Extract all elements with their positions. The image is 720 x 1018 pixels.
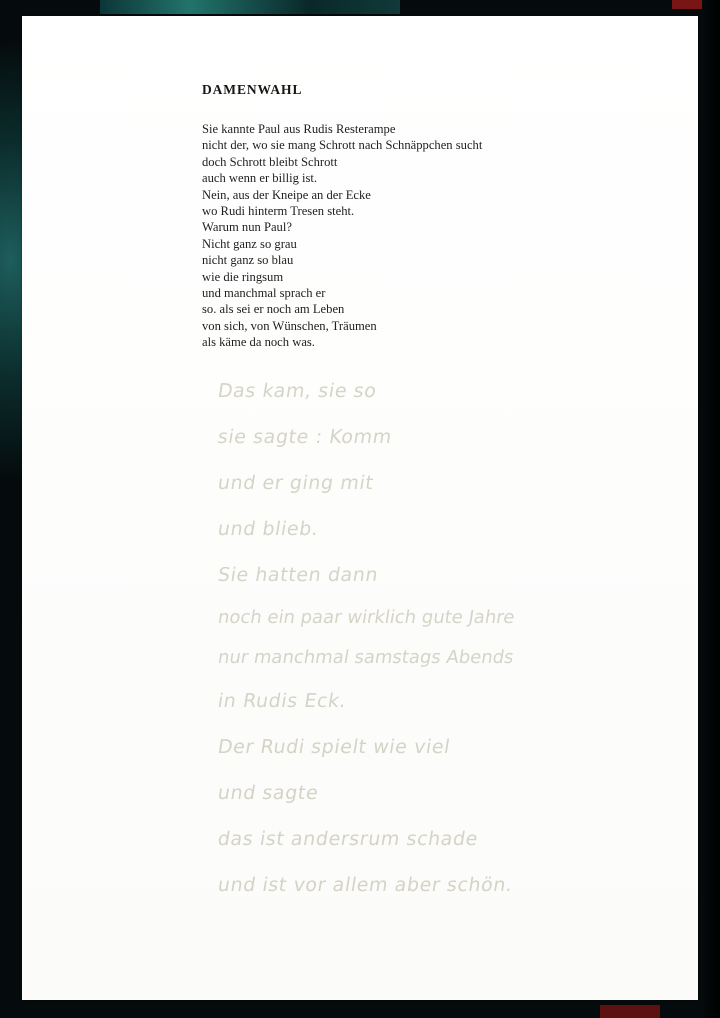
handwritten-line: und sagte	[216, 782, 321, 804]
poem-line: doch Schrott bleibt Schrott	[202, 154, 338, 169]
page-surface	[22, 16, 698, 1000]
backdrop-accent-red-top	[672, 0, 702, 9]
printed-poem	[202, 82, 622, 351]
poem-line: nicht ganz so blau	[202, 253, 294, 268]
handwritten-line: das ist andersrum schade	[216, 828, 480, 850]
handwritten-line: nur manchmal samstags Abends	[216, 647, 516, 668]
poem-line: wo Rudi hinterm Tresen steht.	[202, 204, 355, 219]
backdrop-accent-top	[100, 0, 400, 14]
handwritten-line: und ist vor allem aber schön.	[216, 874, 515, 896]
handwritten-line: Das kam, sie so	[216, 380, 379, 402]
poem-line: wie die ringsum	[202, 269, 284, 284]
poem-line: Nein, aus der Kneipe an der Ecke	[202, 187, 371, 202]
poem-body	[202, 121, 622, 351]
handwritten-note	[218, 368, 658, 908]
poem-line: als käme da noch was.	[202, 335, 315, 350]
handwritten-line: Der Rudi spielt wie viel	[216, 736, 452, 758]
poem-line: so. als sei er noch am Leben	[202, 302, 345, 317]
poem-title: DAMENWAHL	[202, 82, 303, 97]
handwritten-line: und er ging mit	[216, 472, 376, 494]
handwritten-line: sie sagte : Komm	[216, 426, 394, 448]
backdrop-accent-red-bottom	[600, 1005, 660, 1018]
poem-line: auch wenn er billig ist.	[202, 171, 318, 186]
poem-line: Nicht ganz so grau	[202, 236, 297, 251]
poem-line: nicht der, wo sie mang Schrott nach Schnäppchen sucht	[202, 138, 483, 153]
scanned-page	[22, 16, 698, 1000]
handwritten-line: noch ein paar wirklich gute Jahre	[216, 607, 517, 628]
poem-line: von sich, von Wünschen, Träumen	[202, 318, 377, 333]
poem-line: und manchmal sprach er	[202, 286, 326, 301]
backdrop-edge-right	[702, 0, 720, 1018]
poem-line: Warum nun Paul?	[202, 220, 292, 235]
handwritten-line: in Rudis Eck.	[216, 690, 349, 712]
handwritten-line: Sie hatten dann	[216, 564, 380, 586]
poem-line: Sie kannte Paul aus Rudis Resterampe	[202, 122, 396, 136]
handwritten-line: und blieb.	[216, 518, 321, 540]
